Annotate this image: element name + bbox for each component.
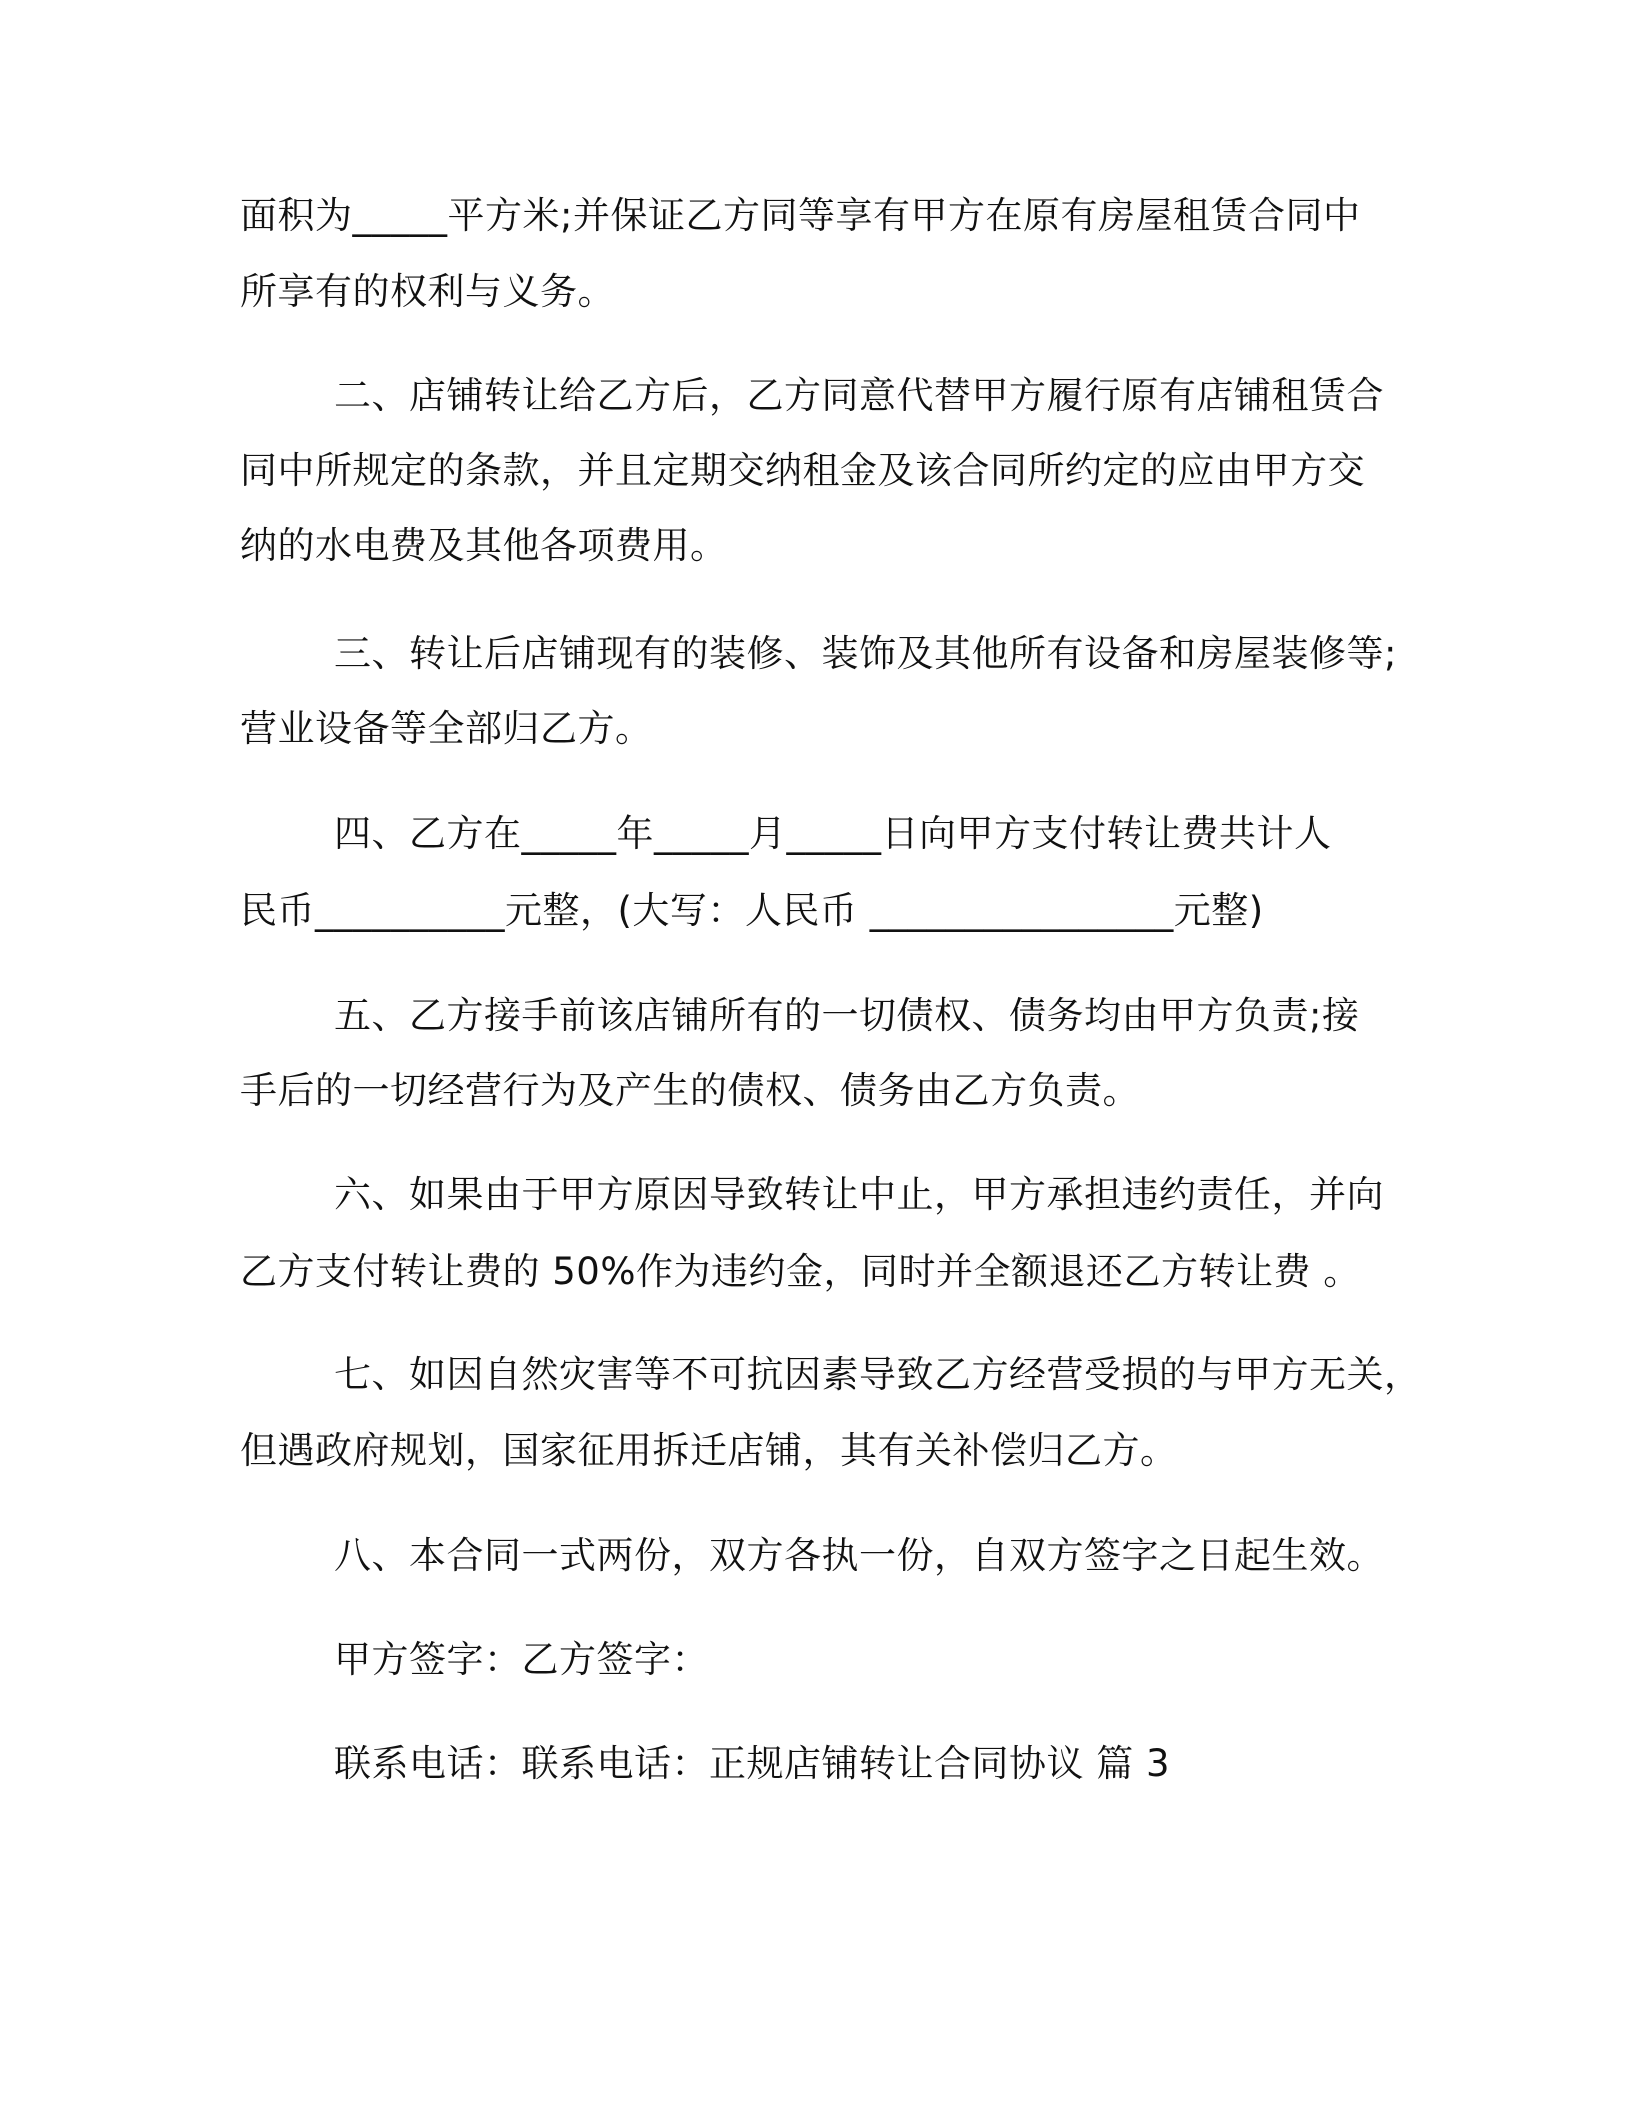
text-line: 面积为_____平方米;并保证乙方同等享有甲方在原有房屋租赁合同中 xyxy=(240,194,1361,237)
text-line: 纳的水电费及其他各项费用。 xyxy=(240,524,728,567)
signature-line: 甲方签字：乙方签字： xyxy=(334,1638,709,1681)
text-line: 乙方支付转让费的 50%作为违约金，同时并全额退还乙方转让费 。 xyxy=(240,1250,1361,1293)
paragraph-2-line: 二、店铺转让给乙方后，乙方同意代替甲方履行原有店铺租赁合 xyxy=(334,374,1384,417)
paragraph-3-line: 三、转让后店铺现有的装修、装饰及其他所有设备和房屋装修等; xyxy=(334,632,1397,675)
text-line: 所享有的权利与义务。 xyxy=(240,270,615,313)
text-line: 手后的一切经营行为及产生的债权、债务由乙方负责。 xyxy=(240,1069,1140,1112)
text-line: 民币__________元整，(大写：人民币 ________________元整) xyxy=(240,889,1264,932)
paragraph-6-line: 六、如果由于甲方原因导致转让中止，甲方承担违约责任，并向 xyxy=(334,1173,1384,1216)
text-line: 营业设备等全部归乙方。 xyxy=(240,707,653,750)
paragraph-5-line: 五、乙方接手前该店铺所有的一切债权、债务均由甲方负责;接 xyxy=(334,994,1360,1037)
text-line: 但遇政府规划，国家征用拆迁店铺，其有关补偿归乙方。 xyxy=(240,1429,1178,1472)
text-line: 同中所规定的条款，并且定期交纳租金及该合同所约定的应由甲方交 xyxy=(240,449,1365,492)
paragraph-4-line: 四、乙方在_____年_____月_____日向甲方支付转让费共计人 xyxy=(334,812,1332,855)
paragraph-7-line: 七、如因自然灾害等不可抗因素导致乙方经营受损的与甲方无关， xyxy=(334,1353,1422,1396)
contact-line: 联系电话：联系电话：正规店铺转让合同协议 篇 3 xyxy=(334,1742,1171,1785)
paragraph-8-line: 八、本合同一式两份，双方各执一份，自双方签字之日起生效。 xyxy=(334,1534,1384,1577)
